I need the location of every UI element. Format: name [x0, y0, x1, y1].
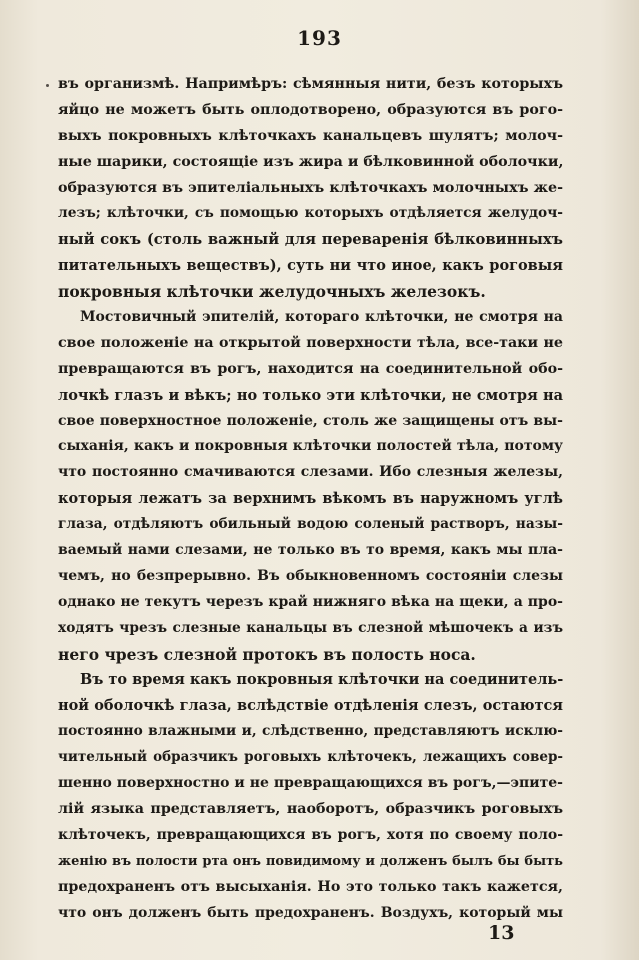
text-line: яйцо не можетъ быть оплодотворено, образуются въ рого-	[58, 101, 563, 118]
text-line: выхъ покровныхъ клѣточкахъ канальцевъ шулятъ; молоч-	[58, 127, 563, 144]
text-line: ные шарики, состоящіе изъ жира и бѣлковинной оболочки,	[58, 153, 563, 170]
paragraph-first-line: Мостовичный эпителій, котораго клѣточки, не смотря на	[80, 309, 563, 326]
text-line: шенно поверхностно и не превращающихся въ рогъ,—эпите-	[58, 775, 563, 792]
text-line: ваемый нами слезами, не только въ то время, какъ мы пла-	[58, 542, 563, 559]
text-line: чемъ, но безпрерывно. Въ обыкновенномъ состояніи слезы	[58, 567, 563, 584]
text-line: свое поверхностное положеніе, столь же защищены отъ вы-	[58, 412, 563, 429]
text-line: образуются въ эпителіальныхъ клѣточкахъ молочныхъ же-	[58, 179, 563, 196]
text-line: него чрезъ слезной протокъ въ полость носа.	[58, 644, 476, 664]
page-body-text	[58, 72, 563, 926]
text-line: клѣточекъ, превращающихся въ рогъ, хотя по своему поло-	[58, 826, 563, 843]
text-line: предохраненъ отъ высыханія. Но это только такъ кажется,	[58, 878, 563, 895]
text-line: однако не текутъ черезъ край нижняго вѣка на щеки, а про-	[58, 593, 563, 610]
text-line: глаза, отдѣляютъ обильный водою соленый растворъ, назы-	[58, 516, 563, 533]
paragraph-first-line: Въ то время какъ покровныя клѣточки на соединитель-	[80, 671, 563, 689]
text-line: сыханія, какъ и покровныя клѣточки полостей тѣла, потому	[58, 438, 563, 455]
text-line: ходятъ чрезъ слезные канальцы въ слезной мѣшочекъ а изъ	[58, 619, 563, 636]
text-line: ной оболочкѣ глаза, вслѣдствіе отдѣленія слезъ, остаются	[58, 697, 563, 715]
text-line: лочкѣ глазъ и вѣкъ; но только эти клѣточки, не смотря на	[58, 386, 563, 404]
text-line: которыя лежатъ за верхнимъ вѣкомъ въ наружномъ углѣ	[58, 490, 563, 508]
text-line: лій языка представляетъ, наоборотъ, образчикъ роговыхъ	[58, 800, 563, 817]
text-line: въ организмѣ. Напримѣръ: сѣмянныя нити, безъ которыхъ	[58, 76, 563, 92]
text-line: что постоянно смачиваются слезами. Ибо слезныя железы,	[58, 464, 563, 481]
text-line: постоянно влажными и, слѣдственно, представляютъ исклю-	[58, 723, 563, 740]
signature-mark: 13	[488, 922, 515, 944]
page-number: 193	[297, 26, 342, 50]
text-line: свое положеніе на открытой поверхности тѣла, все-таки не	[58, 334, 563, 351]
text-line: превращаются въ рогъ, находится на соединительной обо-	[58, 360, 563, 377]
margin-mark	[46, 84, 49, 87]
text-line: чительный образчикъ роговыхъ клѣточекъ, лежащихъ совер-	[58, 749, 563, 766]
text-line: покровныя клѣточки желудочныхъ железокъ.	[58, 282, 486, 302]
text-line: лезъ; клѣточки, съ помощью которыхъ отдѣляется желудоч-	[58, 205, 563, 222]
text-line: питательныхъ веществъ), суть ни что иное, какъ роговыя	[58, 257, 563, 275]
text-line: женію въ полости рта онъ повидимому и долженъ былъ бы быть	[58, 853, 563, 869]
text-line: ный сокъ (столь важный для переваренія бѣлковинныхъ	[58, 231, 563, 249]
text-line: что онъ долженъ быть предохраненъ. Воздухъ, который мы	[58, 904, 563, 921]
